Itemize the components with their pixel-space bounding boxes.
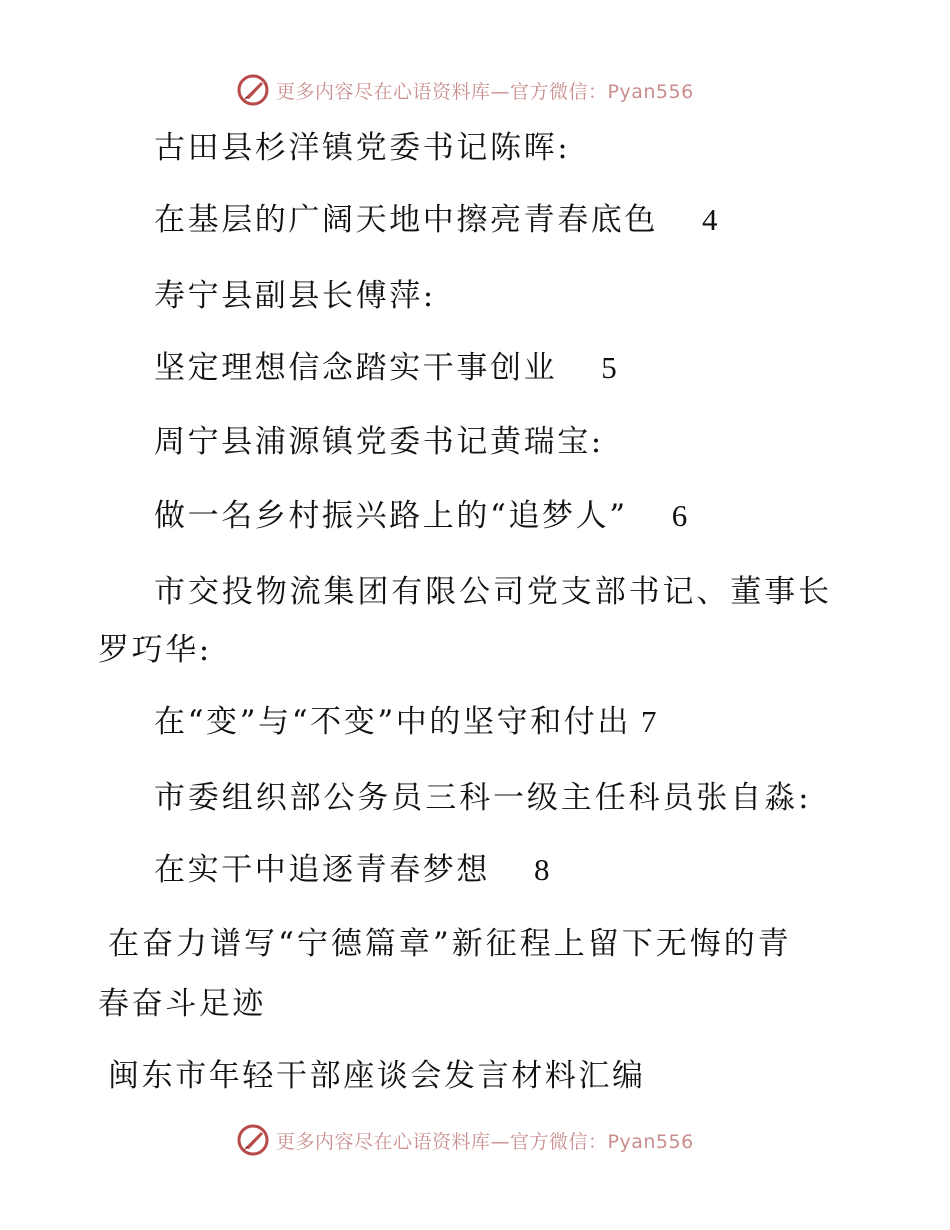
toc-entry[interactable] <box>154 850 550 890</box>
section-heading-text: 春奋斗足迹 <box>98 986 266 1022</box>
section-heading-continued <box>98 984 266 1024</box>
toc-speaker-text: 寿宁县副县长傅萍: <box>154 278 436 314</box>
toc-speaker-continued <box>98 630 212 670</box>
toc-page-number: 5 <box>601 350 617 385</box>
watermark-footer <box>236 1122 694 1158</box>
toc-page-number: 8 <box>534 852 550 887</box>
toc-speaker <box>154 276 436 316</box>
toc-speaker-text: 周宁县浦源镇党委书记黄瑞宝: <box>154 424 604 460</box>
watermark-text: 更多内容尽在心语资料库—官方微信：Pyan556 <box>276 80 694 103</box>
document-title-text: 闽东市年轻干部座谈会发言材料汇编 <box>108 1058 646 1094</box>
toc-speaker <box>154 128 570 168</box>
toc-entry[interactable] <box>154 348 617 388</box>
watermark-header <box>236 72 694 108</box>
toc-entry-title: 坚定理想信念踏实干事创业 <box>154 350 558 386</box>
toc-speaker <box>154 778 811 818</box>
toc-entry-title: 做一名乡村振兴路上的“追梦人” <box>154 498 628 534</box>
toc-entry-title: 在实干中追逐青春梦想 <box>154 852 490 888</box>
toc-speaker-text: 市交投物流集团有限公司党支部书记、董事长 <box>154 574 832 610</box>
toc-page-number: 7 <box>641 704 657 739</box>
toc-speaker-text: 古田县杉洋镇党委书记陈晖: <box>154 130 571 166</box>
toc-entry[interactable] <box>154 200 718 240</box>
toc-entry[interactable] <box>154 702 657 742</box>
toc-speaker <box>154 572 832 612</box>
section-heading <box>108 924 792 964</box>
toc-speaker <box>154 422 604 462</box>
toc-speaker-text: 市委组织部公务员三科一级主任科员张自淼: <box>154 780 812 816</box>
toc-entry-title: 在基层的广阔天地中擦亮青春底色 <box>154 202 658 238</box>
watermark-text: 更多内容尽在心语资料库—官方微信：Pyan556 <box>276 1130 694 1153</box>
toc-entry-title: 在“变”与“不变”中的坚守和付出 <box>154 704 631 740</box>
section-heading-text: 在奋力谱写“宁德篇章”新征程上留下无悔的青 <box>108 926 792 962</box>
toc-page-number: 4 <box>702 202 718 237</box>
toc-speaker-text: 罗巧华: <box>98 632 212 668</box>
quill-pen-logo-icon <box>236 1123 270 1157</box>
quill-pen-logo-icon <box>236 73 270 107</box>
toc-entry[interactable] <box>154 496 687 536</box>
document-title <box>108 1056 646 1096</box>
toc-page-number: 6 <box>671 498 688 533</box>
